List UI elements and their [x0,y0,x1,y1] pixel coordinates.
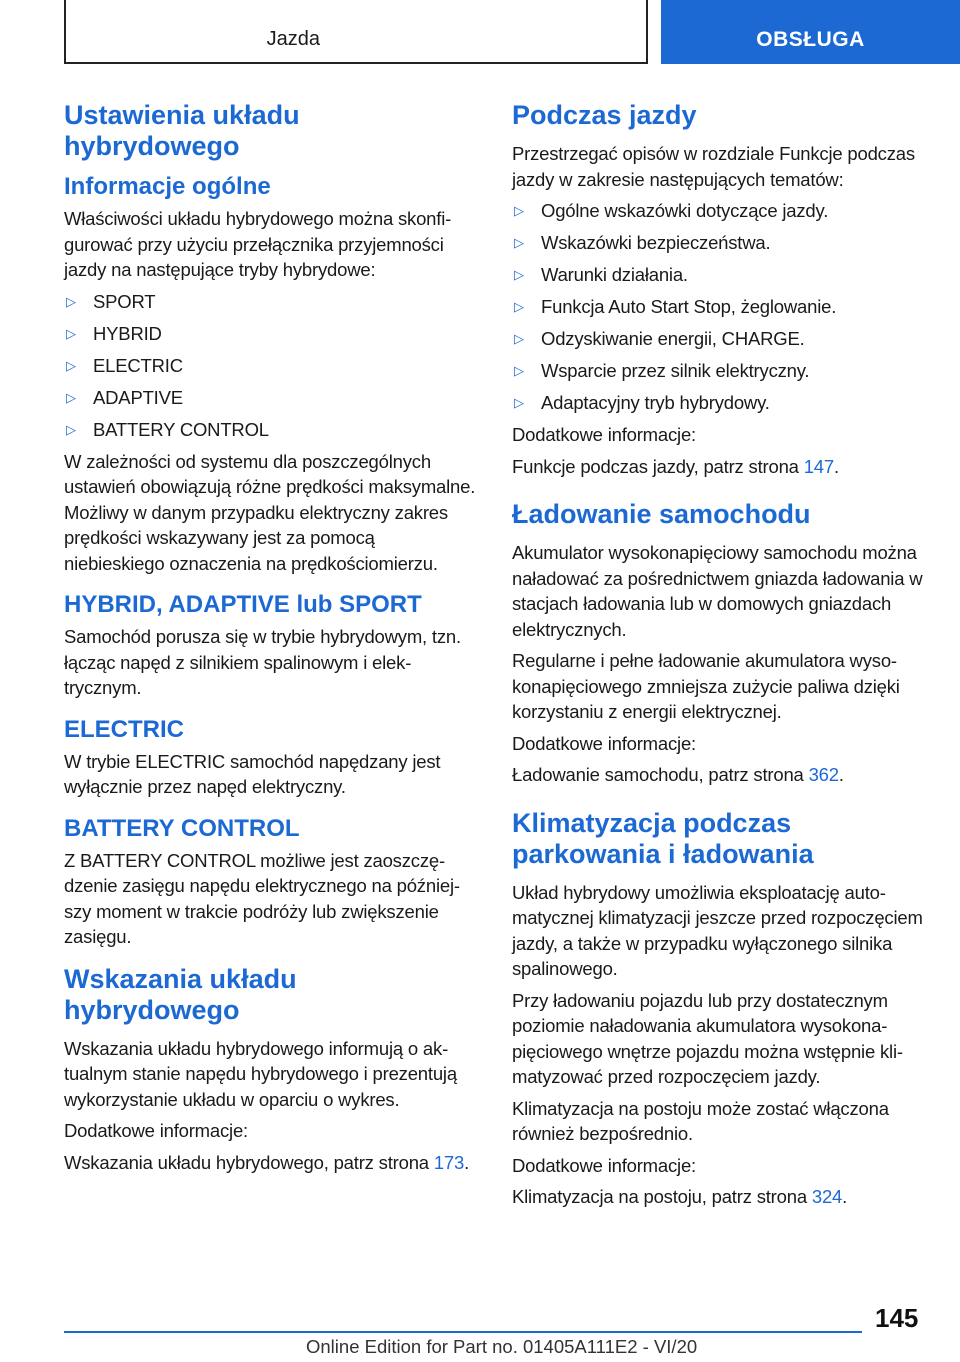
driving-topics-list [512,198,926,416]
triangle-bullet-icon: ▷ [66,357,76,373]
heading-electric: ELECTRIC [64,715,184,743]
page-link-173[interactable]: 173 [433,1151,465,1173]
battery-text: Z BATTERY CONTROL możliwe jest zaoszczędzenie zasięgu napędu elektrycznego na późniejszy moment w trakcie podróży lub zwiększenie zasięgu. [64,849,461,947]
list-item: ▷ ADAPTIVE [64,385,478,411]
footer-edition: Online Edition for Part no. 01405A111E2 - VI/20 [306,1336,698,1357]
triangle-bullet-icon: ▷ [66,389,76,405]
list-item: ▷ ELECTRIC [64,353,478,379]
header-frame [64,0,648,64]
heading-general-info: Informacje ogólne [64,173,271,200]
triangle-bullet-icon: ▷ [66,421,76,437]
tab-label: OBSŁUGA [756,28,865,51]
list-item: ▷ SPORT [64,289,478,315]
heading-hybrid-adaptive-sport: HYBRID, ADAPTIVE lub SPORT [64,591,422,618]
triangle-bullet-icon: ▷ [66,325,76,341]
charging-more-label: Dodatkowe informacje: [512,732,696,754]
page-number: 145 [875,1303,919,1333]
section-title: Jazda [266,28,320,50]
footer-divider [64,1331,862,1333]
triangle-bullet-icon: ▷ [66,293,76,309]
page-link-324[interactable]: 324 [811,1186,843,1207]
displays-reference: Wskazania układu hybrydowego, patrz strona 173. [64,1151,470,1173]
triangle-bullet-icon: ▷ [514,267,524,282]
heading-charging: Ładowanie samochodu [512,499,811,529]
list-item: ▷ Warunki działania. [512,262,926,288]
displays-more-label: Dodatkowe informacje: [64,1120,248,1141]
list-item: ▷ Wsparcie przez silnik elektryczny. [512,358,926,384]
modes-list [64,289,478,443]
triangle-bullet-icon: ▷ [514,235,524,250]
page-link-362[interactable]: 362 [808,764,839,785]
climate-reference: Klimatyzacja na postoju, patrz strona 324. [512,1186,848,1207]
general-note: W zależności od systemu dla poszczególnych ustawień obowiązują różne prędkości maksymalne. Możliwy w danym przypadku elektryczny zakres prędkości wskazywany jest za pomocą niebieskiego oznaczenia na prędkościomierzu. [64,450,476,574]
list-item: ▷ Odzyskiwanie energii, CHARGE. [512,326,926,352]
charging-reference: Ładowanie samochodu, patrz strona 362. [512,764,844,785]
driving-reference: Funkcje podczas jazdy, patrz strona 147. [512,455,839,477]
general-intro: Właściwości układu hybrydowego można skonfigurować przy użyciu przełącznika przyjemności jazdy na następujące tryby hybrydowe: [64,208,452,280]
heading-hybrid-settings: Ustawienia układu hybrydowego [64,100,300,161]
list-item: ▷ BATTERY CONTROL [64,417,478,443]
tab-obsluga[interactable] [661,0,960,64]
triangle-bullet-icon: ▷ [514,203,524,218]
hybrid-text: Samochód porusza się w trybie hybrydowym, tzn. łącząc napęd z silnikiem spalinowym i elektrycznym. [64,626,461,698]
climate-p2: Przy ładowaniu pojazdu lub przy dostatecznym poziomie naładowania akumulatora wysokonapięciowego wnętrze pojazdu można wstępnie klimatyzować przed rozpoczęciem jazdy. [512,989,904,1087]
charging-p1: Akumulator wysokonapięciowy samochodu można naładować za pośrednictwem gniazda ładowania w stacjach ładowania lub w domowych gniazdach elektrycznych. [512,542,923,640]
climate-more-label: Dodatkowe informacje: [512,1154,696,1176]
list-item: ▷ Wskazówki bezpieczeństwa. [512,230,926,256]
electric-text: W trybie ELECTRIC samochód napędzany jest wyłącznie przez napęd elektryczny. [64,750,441,797]
left-column [64,100,478,1181]
heading-hybrid-displays: Wskazania układu hybrydowego [64,963,297,1025]
triangle-bullet-icon: ▷ [514,299,524,314]
list-item: ▷ HYBRID [64,321,478,347]
driving-intro: Przestrzegać opisów w rozdziale Funkcje podczas jazdy w zakresie następujących tematów: [512,143,915,190]
displays-text: Wskazania układu hybrydowego informują o aktualnym stanie napędu hybrydowego i prezentują wykorzystanie układu w oparciu o wykres. [64,1037,457,1110]
charging-p2: Regularne i pełne ładowanie akumulatora wysokonapięciowego zmniejsza zużycie paliwa dzięki korzystaniu z energii elektrycznej. [512,650,900,722]
driving-more-label: Dodatkowe informacje: [512,424,696,445]
climate-p3: Klimatyzacja na postoju może zostać włączona również bezpośrednio. [512,1097,889,1144]
list-item: ▷ Funkcja Auto Start Stop, żeglowanie. [512,294,926,320]
triangle-bullet-icon: ▷ [514,363,524,378]
heading-climate: Klimatyzacja podczas parkowania i ładowania [512,807,814,869]
heading-battery-control: BATTERY CONTROL [64,814,300,842]
list-item: ▷ Adaptacyjny tryb hybrydowy. [512,390,926,416]
triangle-bullet-icon: ▷ [514,395,524,410]
page-link-147[interactable]: 147 [803,455,834,477]
climate-p1: Układ hybrydowy umożliwia eksploatację automatycznej klimatyzacji jeszcze przed rozpoczęciem jazdy, a także w przypadku wyłączonego silnika spalinowego. [512,881,923,979]
triangle-bullet-icon: ▷ [514,331,524,346]
list-item: ▷ Ogólne wskazówki dotyczące jazdy. [512,198,926,224]
right-column [512,100,926,1216]
heading-while-driving: Podczas jazdy [512,100,697,130]
